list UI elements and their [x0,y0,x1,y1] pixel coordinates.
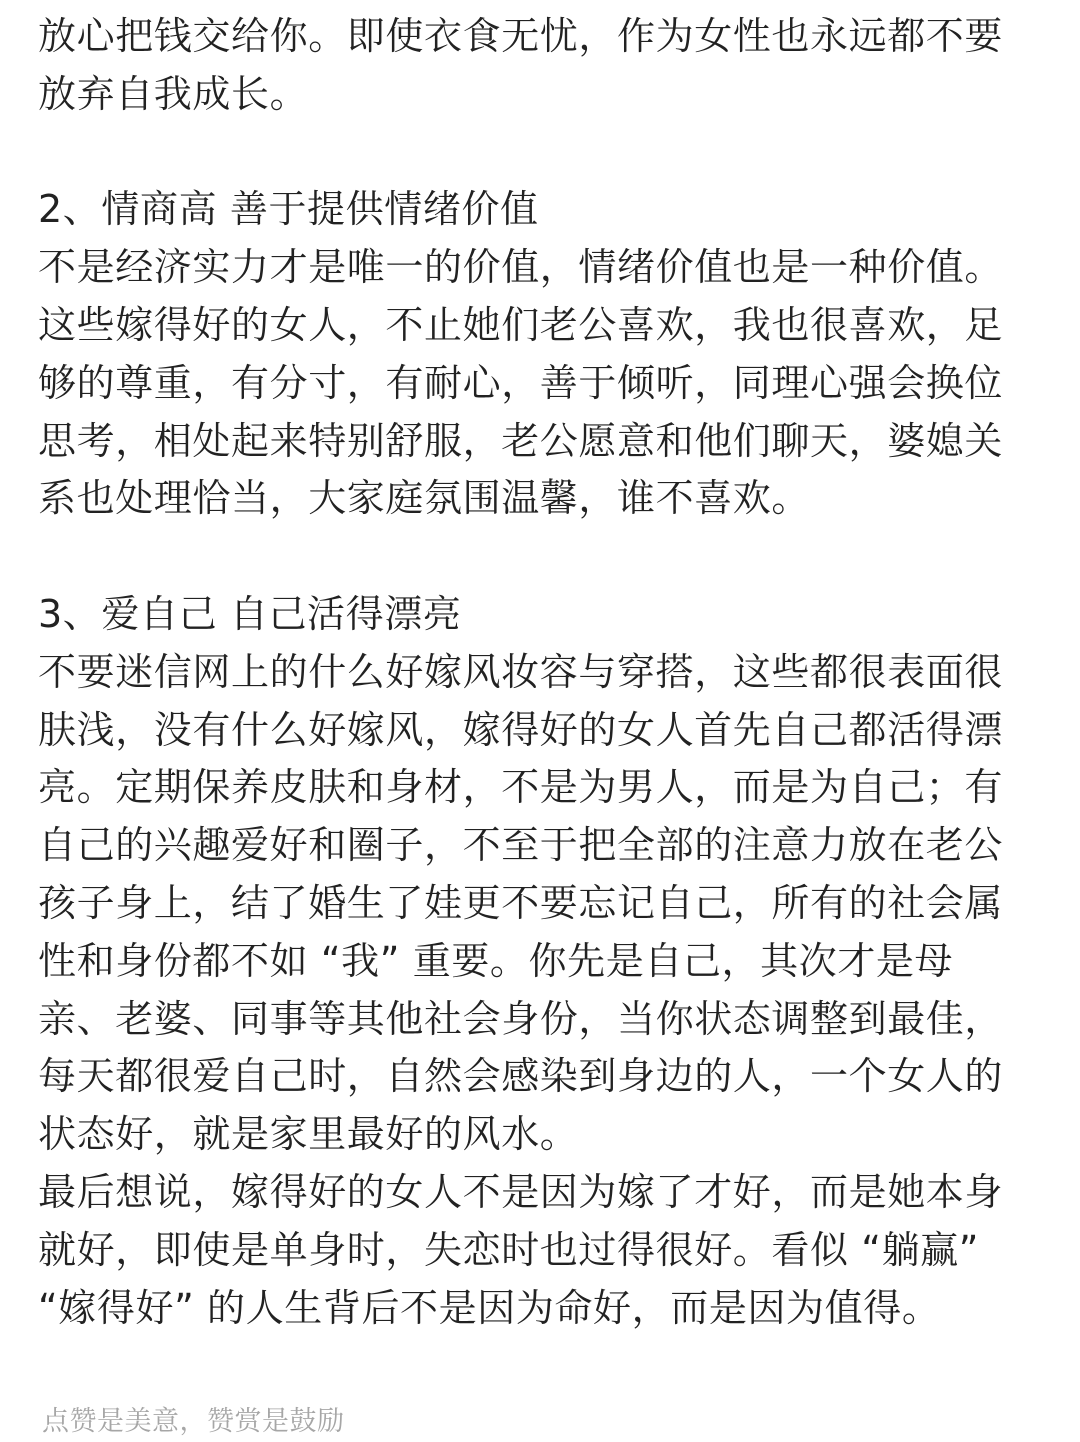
text-line: 每天都很爱自己时，自然会感染到身边的人，一个女人的 [38,1054,1004,1099]
conclusion-paragraph [38,1164,1042,1337]
text-line: 不是经济实力才是唯一的价值，情绪价值也是一种价值。 [38,245,1004,290]
section-2 [38,181,1042,528]
section-3-heading: 3、爱自己 自己活得漂亮 [38,591,462,636]
section-3 [38,586,1042,1164]
text-line: 性和身份都不如 “我” 重要。你先是自己，其次才是母 [38,938,954,983]
text-line: 不要迷信网上的什么好嫁风妆容与穿搭，这些都很表面很 [38,649,1004,694]
text-line: 肤浅，没有什么好嫁风，嫁得好的女人首先自己都活得漂 [38,707,1004,752]
text-line: 自己的兴趣爱好和圈子，不至于把全部的注意力放在老公 [38,823,1004,868]
text-line: 就好，即使是单身时，失恋时也过得很好。看似 “躺赢” [38,1227,980,1272]
paragraph-gap [38,124,1042,182]
reward-prompt: 点赞是美意，赞赏是鼓励 [42,1406,345,1437]
text-line: 状态好，就是家里最好的风水。 [38,1112,579,1157]
article-body [38,8,1042,1337]
text-line: 这些嫁得好的女人，不止她们老公喜欢，我也很喜欢，足 [38,302,1004,347]
text-line: 亮。定期保养皮肤和身材，不是为男人，而是为自己；有 [38,765,1004,810]
paragraph-gap [38,528,1042,586]
text-line: 亲、老婆、同事等其他社会身份，当你状态调整到最佳， [38,996,1004,1041]
text-line: 放心把钱交给你。即使衣食无忧，作为女性也永远都不要 [38,14,1004,58]
text-line: 够的尊重，有分寸，有耐心，善于倾听，同理心强会换位 [38,360,1004,405]
text-line: 系也处理恰当，大家庭氛围温馨，谁不喜欢。 [38,476,811,521]
text-line: 孩子身上，结了婚生了娃更不要忘记自己，所有的社会属 [38,880,1004,925]
text-line: 最后想说，嫁得好的女人不是因为嫁了才好，而是她本身 [38,1169,1004,1214]
text-line: “嫁得好” 的人生背后不是因为命好，而是因为值得。 [38,1285,941,1330]
intro-paragraph [38,8,1042,124]
text-line: 放弃自我成长。 [38,71,309,116]
text-line: 思考，相处起来特别舒服，老公愿意和他们聊天，婆媳关 [38,418,1004,463]
section-2-heading: 2、情商高 善于提供情绪价值 [38,187,539,232]
